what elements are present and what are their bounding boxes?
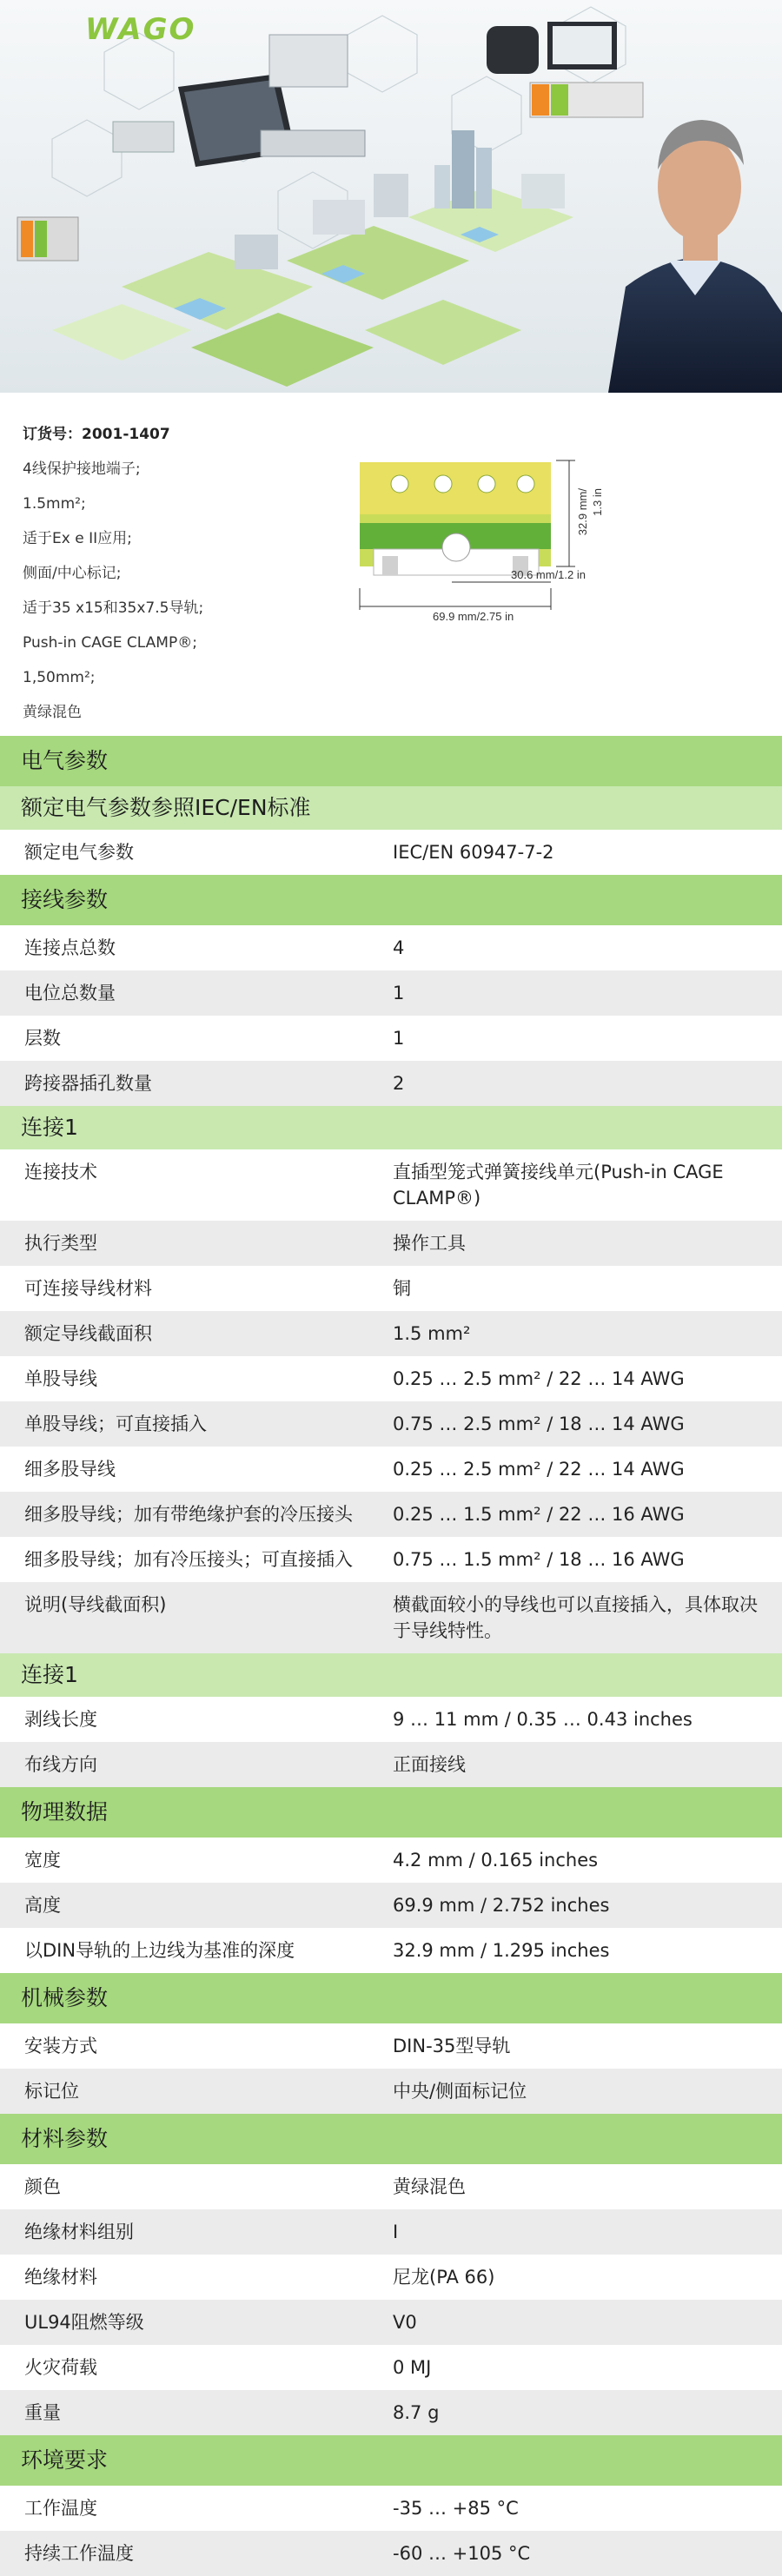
spec-label: 跨接器插孔数量: [24, 1073, 152, 1094]
spec-value: 正面接线: [393, 1754, 466, 1775]
height-dim-1: 32.9 mm/: [576, 488, 589, 536]
spec-row: [0, 1356, 782, 1401]
spec-row: [0, 1016, 782, 1061]
spec-value: 1.5 mm²: [393, 1323, 471, 1344]
spec-label: 连接点总数: [24, 937, 116, 958]
spec-value: 1: [393, 1028, 405, 1049]
spec-value: 铜: [393, 1278, 411, 1299]
spec-row: [0, 1311, 782, 1356]
spec-value: IEC/EN 60947-7-2: [393, 842, 554, 863]
spec-value: 尼龙(PA 66): [393, 2267, 495, 2288]
wago-logo[interactable]: WAGO: [85, 12, 196, 47]
spec-label: 执行类型: [24, 1233, 97, 1254]
order-number: 订货号：2001-1407: [23, 426, 170, 443]
section-title: 接线参数: [0, 875, 782, 925]
spec-label: 可连接导线材料: [24, 1278, 152, 1299]
spec-row: [0, 2300, 782, 2345]
spec-label: 颜色: [24, 2176, 61, 2197]
spec-label: 以DIN导轨的上边线为基准的深度: [24, 1940, 295, 1961]
spec-row: [0, 2255, 782, 2300]
feature-item: 适于35 x15和35x7.5导轨;: [23, 599, 204, 617]
section-title: 电气参数: [0, 736, 782, 786]
section-title: 物理数据: [0, 1787, 782, 1838]
spec-table: [0, 736, 782, 2576]
spec-label: 标记位: [24, 2081, 79, 2102]
spec-value: 0.25 … 2.5 mm² / 22 … 14 AWG: [393, 1368, 685, 1389]
spec-label: 额定电气参数: [24, 842, 134, 863]
spec-value: 8.7 g: [393, 2402, 440, 2423]
spec-value: -60 … +105 °C: [393, 2543, 531, 2564]
spec-label: 连接技术: [24, 1162, 97, 1182]
spec-row: [0, 830, 782, 875]
feature-item: 1.5mm²;: [23, 495, 86, 513]
spec-row: [0, 2486, 782, 2531]
spec-row: [0, 2531, 782, 2576]
spec-row: [0, 925, 782, 970]
section-title: 环境要求: [0, 2435, 782, 2486]
feature-item: Push-in CAGE CLAMP®;: [23, 634, 197, 652]
spec-row: [0, 1838, 782, 1883]
feature-item: 1,50mm²;: [23, 669, 96, 686]
spec-label: 宽度: [24, 1850, 61, 1871]
spec-row: [0, 2345, 782, 2390]
spec-label: 额定导线截面积: [24, 1323, 152, 1344]
spec-value: 0.75 … 2.5 mm² / 18 … 14 AWG: [393, 1414, 685, 1434]
spec-value: 4.2 mm / 0.165 inches: [393, 1850, 599, 1871]
spec-value: -35 … +85 °C: [393, 2498, 519, 2519]
spec-row: [0, 1401, 782, 1447]
section-title: 连接1: [0, 1653, 782, 1697]
spec-value: V0: [393, 2312, 417, 2333]
spec-row: [0, 2209, 782, 2255]
spec-value: 0.25 … 1.5 mm² / 22 … 16 AWG: [393, 1504, 685, 1525]
depth-dim: 30.6 mm/1.2 in: [511, 568, 586, 581]
spec-row: [0, 2164, 782, 2209]
feature-item: 黄绿混色: [23, 704, 82, 721]
feature-item: 侧面/中心标记;: [23, 565, 122, 582]
spec-row: [0, 1492, 782, 1537]
spec-label: 绝缘材料组别: [24, 2222, 134, 2242]
spec-label: 剥线长度: [24, 1709, 97, 1730]
spec-label: 安装方式: [24, 2036, 97, 2056]
spec-label: 重量: [24, 2402, 61, 2423]
spec-label: 绝缘材料: [24, 2267, 97, 2288]
spec-label: 细多股导线: [24, 1459, 116, 1480]
spec-row: [0, 1883, 782, 1928]
spec-value: 横截面较小的导线也可以直接插入，具体取决于导线特性。: [393, 1594, 758, 1641]
feature-item: 适于Ex e II应用;: [23, 530, 132, 547]
spec-label: 单股导线: [24, 1368, 97, 1389]
spec-label: 细多股导线；加有冷压接头；可直接插入: [24, 1549, 353, 1570]
spec-label: 持续工作温度: [24, 2543, 134, 2564]
spec-value: I: [393, 2222, 399, 2242]
spec-label: 细多股导线；加有带绝缘护套的冷压接头: [24, 1504, 353, 1525]
spec-value: 操作工具: [393, 1233, 466, 1254]
spec-value: 0.75 … 1.5 mm² / 18 … 16 AWG: [393, 1549, 685, 1570]
product-info: [0, 393, 782, 736]
spec-label: 层数: [24, 1028, 61, 1049]
spec-value: 黄绿混色: [393, 2176, 466, 2197]
spec-row: [0, 2023, 782, 2069]
spec-value: 9 … 11 mm / 0.35 … 0.43 inches: [393, 1709, 693, 1730]
spec-value: 69.9 mm / 2.752 inches: [393, 1895, 610, 1916]
length-dim: 69.9 mm/2.75 in: [433, 610, 514, 623]
spec-row: [0, 1697, 782, 1742]
spec-label: 电位总数量: [24, 983, 116, 1003]
spec-label: 火灾荷载: [24, 2357, 97, 2378]
product-feature-list: [23, 417, 203, 730]
spec-row: [0, 1221, 782, 1266]
spec-value: 中央/侧面标记位: [393, 2081, 527, 2102]
spec-value: DIN-35型导轨: [393, 2036, 511, 2056]
spec-row: [0, 1061, 782, 1106]
section-title: 机械参数: [0, 1973, 782, 2023]
spec-row: [0, 1447, 782, 1492]
height-dim-2: 1.3 in: [591, 488, 604, 516]
spec-row: [0, 1149, 782, 1221]
hero-banner: [0, 0, 782, 393]
hero-illustration: [0, 0, 782, 393]
feature-item: 4线保护接地端子;: [23, 460, 141, 478]
spec-row: [0, 1266, 782, 1311]
product-drawing: [348, 436, 695, 645]
section-title: 材料参数: [0, 2114, 782, 2164]
spec-value: 0 MJ: [393, 2357, 432, 2378]
spec-label: 高度: [24, 1895, 61, 1916]
spec-value: 2: [393, 1073, 405, 1094]
spec-row: [0, 1928, 782, 1973]
section-title: 连接1: [0, 1106, 782, 1149]
section-title: 额定电气参数参照IEC/EN标准: [0, 786, 782, 830]
spec-row: [0, 1582, 782, 1653]
spec-value: 直插型笼式弹簧接线单元(Push-in CAGE CLAMP®): [393, 1162, 724, 1209]
spec-row: [0, 2069, 782, 2114]
spec-value: 1: [393, 983, 405, 1003]
spec-label: 工作温度: [24, 2498, 97, 2519]
spec-row: [0, 1742, 782, 1787]
spec-label: UL94阻燃等级: [24, 2312, 144, 2333]
spec-label: 单股导线；可直接插入: [24, 1414, 207, 1434]
spec-value: 0.25 … 2.5 mm² / 22 … 14 AWG: [393, 1459, 685, 1480]
spec-row: [0, 970, 782, 1016]
spec-value: 4: [393, 937, 405, 958]
spec-label: 布线方向: [24, 1754, 97, 1775]
spec-row: [0, 2390, 782, 2435]
spec-row: [0, 1537, 782, 1582]
spec-value: 32.9 mm / 1.295 inches: [393, 1940, 610, 1961]
spec-label: 说明(导线截面积): [24, 1594, 167, 1615]
